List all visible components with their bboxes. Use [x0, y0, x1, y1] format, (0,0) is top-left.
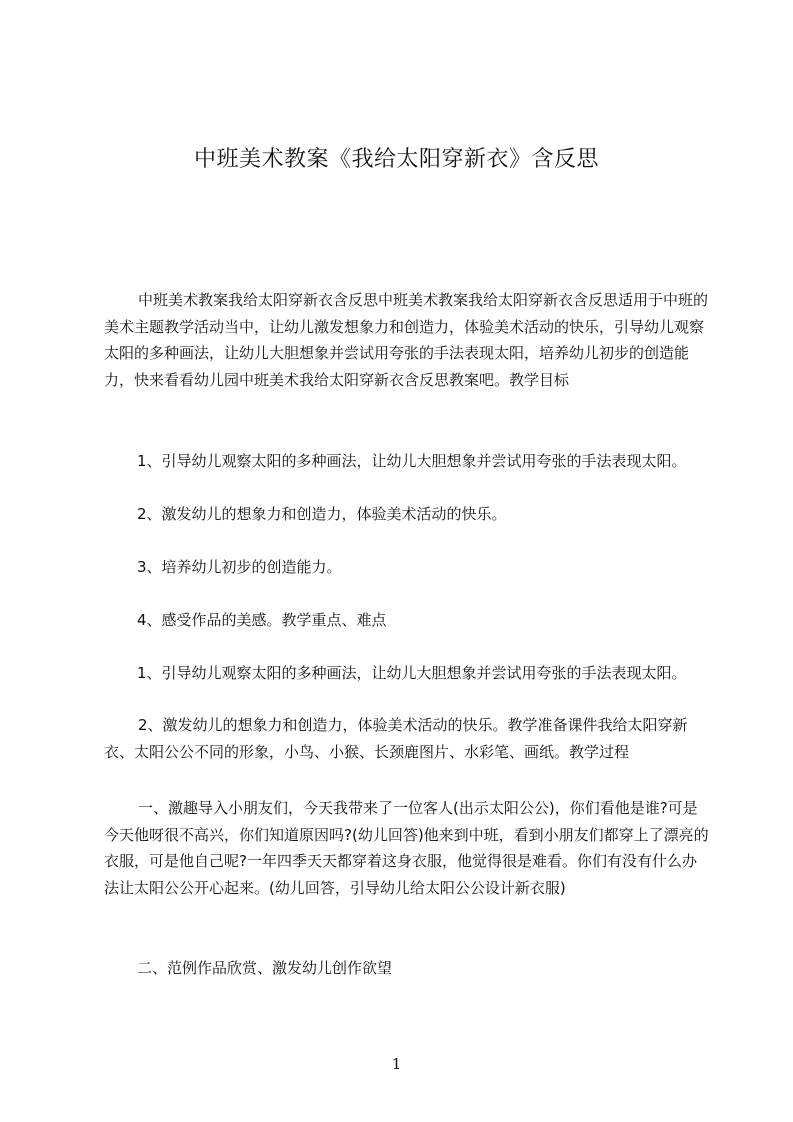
goal-item-2: 2、激发幼儿的想象力和创造力，体验美术活动的快乐。 [137, 505, 507, 523]
page-number: 1 [391, 1055, 402, 1073]
goal-item-4: 4、感受作品的美感。教学重点、难点 [137, 611, 387, 629]
key-point-item-1: 1、引导幼儿观察太阳的多种画法，让幼儿大胆想象并尝试用夸张的手法表现太阳。 [137, 664, 687, 682]
document-title: 中班美术教案《我给太阳穿新衣》含反思 [193, 147, 599, 172]
key-point-paragraph-2: 2、激发幼儿的想象力和创造力，体验美术活动的快乐。教学准备课件我给太阳穿新衣、太阳公公不同的形象，小鸟、小猴、长颈鹿图片、水彩笔、画纸。教学过程 [104, 716, 688, 761]
intro-paragraph: 中班美术教案我给太阳穿新衣含反思中班美术教案我给太阳穿新衣含反思适用于中班的美术主题教学活动当中，让幼儿激发想象力和创造力，体验美术活动的快乐，引导幼儿观察太阳的多种画法，让幼儿大胆想象并尝试用夸张的手法表现太阳，培养幼儿初步的创造能力，快来看看幼儿园中班美术我给太阳穿新衣含反思教案吧。教学目标 [104, 291, 709, 389]
goal-item-3: 3、培养幼儿初步的创造能力。 [137, 558, 342, 576]
process-paragraph-1: 一、激趣导入小朋友们，今天我带来了一位客人(出示太阳公公)，你们看他是谁?可是今天他呀很不高兴，你们知道原因吗?(幼儿回答)他来到中班，看到小朋友们都穿上了漂亮的衣服，可是他自己呢?一年四季天天都穿着这身衣服，他觉得很是难看。你们有没有什么办法让太阳公公开心起来。(幼儿回答，引导幼儿给太阳公公设计新衣服) [104, 799, 709, 897]
process-heading-2: 二、范例作品欣赏、激发幼儿创作欲望 [137, 959, 393, 977]
goal-item-1: 1、引导幼儿观察太阳的多种画法，让幼儿大胆想象并尝试用夸张的手法表现太阳。 [137, 452, 687, 470]
